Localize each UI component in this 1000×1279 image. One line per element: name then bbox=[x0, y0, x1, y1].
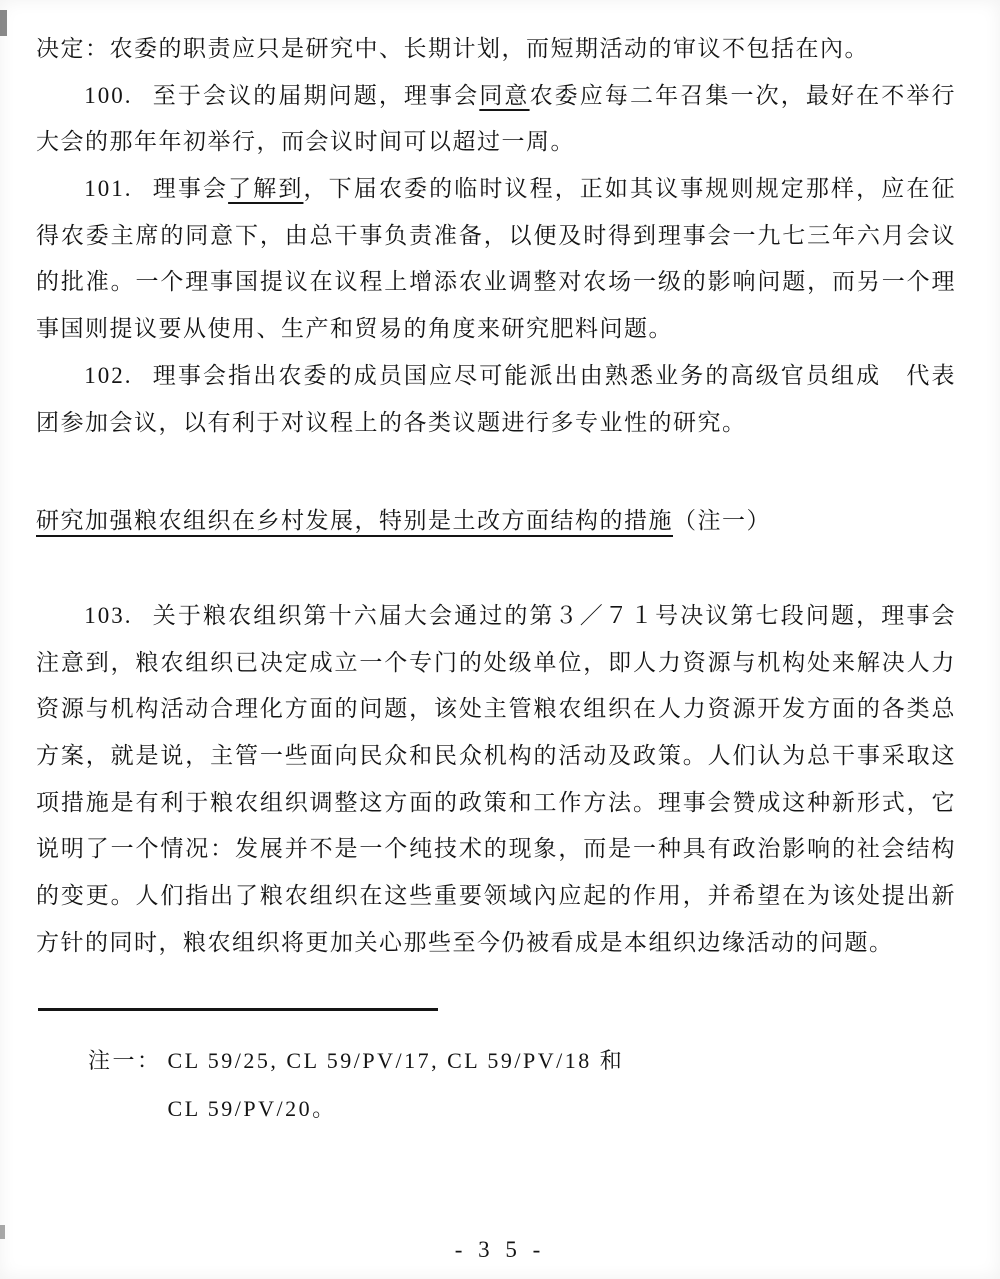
document-body bbox=[36, 26, 956, 966]
paragraph-text: 关于粮农组织第十六届大会通过的第３／７１号决议第七段问题，理事会注意到，粮农组织已决定成立一个专门的处级单位，即人力资源与机构处来解决人力资源与机构活动合理化方面的问题，该处主管粮农组织在人力资源开发方面的各类总方案，就是说，主管一些面向民众和民众机构的活动及政策。人们认为总干事采取这项措施是有利于粮农组织调整这方面的政策和工作方法。理事会赞成这种新形式，它说明了一个情况：发展并不是一个纯技术的现象，而是一种具有政治影响的社会结构的变更。人们指出了粮农组织在这些重要领域內应起的作用，并希望在为该处提出新方针的同时，粮农组织将更加关心那些至今仍被看成是本组织边缘活动的问题。 bbox=[36, 602, 956, 955]
footnote-line-2: CL 59/PV/20。 bbox=[167, 1095, 337, 1121]
paragraph-text: 理事会 bbox=[152, 176, 229, 202]
paragraph-number: 100. bbox=[84, 82, 133, 108]
underlined-text: 同意 bbox=[479, 82, 530, 108]
paragraph-text: 农委应每二年召集一次，最好在不举行大会的那年年初举行，而会议时间可以超过一周。 bbox=[36, 82, 957, 155]
paragraph-number: 102. bbox=[84, 362, 133, 388]
paragraph-101 bbox=[36, 166, 956, 353]
paragraph-100 bbox=[36, 73, 956, 166]
paragraph-103 bbox=[36, 593, 956, 967]
page-number: - 3 5 - bbox=[454, 1237, 546, 1262]
continuation-line: 决定：农委的职责应只是研究中、长期计划，而短期活动的审议不包括在內。 bbox=[36, 36, 869, 61]
paragraph-102 bbox=[36, 353, 956, 446]
paragraph-text: ，下届农委的临时议程，正如其议事规则规定那样，应在征得农委主席的同意下，由总干事负责准备，以便及时得到理事会一九七三年六月会议的批准。一个理事国提议在议程上增添农业调整对农场一级的影响问题，而另一个理事国则提议要从使用、生产和贸易的角度来研究肥料问题。 bbox=[36, 176, 957, 342]
section-heading-footnote-ref: （注一） bbox=[673, 508, 771, 534]
footnote bbox=[36, 1037, 956, 1132]
scan-artifact bbox=[0, 10, 7, 36]
paragraph-text: 至于会议的届期问题，理事会 bbox=[152, 82, 480, 108]
footnote-lines bbox=[168, 1037, 625, 1132]
underlined-text: 了解到 bbox=[228, 176, 304, 202]
footnote-label: 注一： bbox=[88, 1048, 162, 1074]
paragraph-number: 101. bbox=[84, 176, 133, 202]
footnote-divider bbox=[38, 1008, 438, 1011]
footnote-line-1: CL 59/25, CL 59/PV/17, CL 59/PV/18 和 bbox=[167, 1048, 625, 1074]
paragraph-text: 理事会指出农委的成员国应尽可能派出由熟悉业务的高级官员组成 代表团参加会议，以有利于对议程上的各类议题进行多专业性的研究。 bbox=[36, 362, 956, 435]
paragraph-number: 103. bbox=[84, 602, 133, 628]
section-heading-underlined: 研究加强粮农组织在乡村发展，特别是土改方面结构的措施 bbox=[36, 508, 673, 534]
section-heading bbox=[36, 498, 956, 545]
